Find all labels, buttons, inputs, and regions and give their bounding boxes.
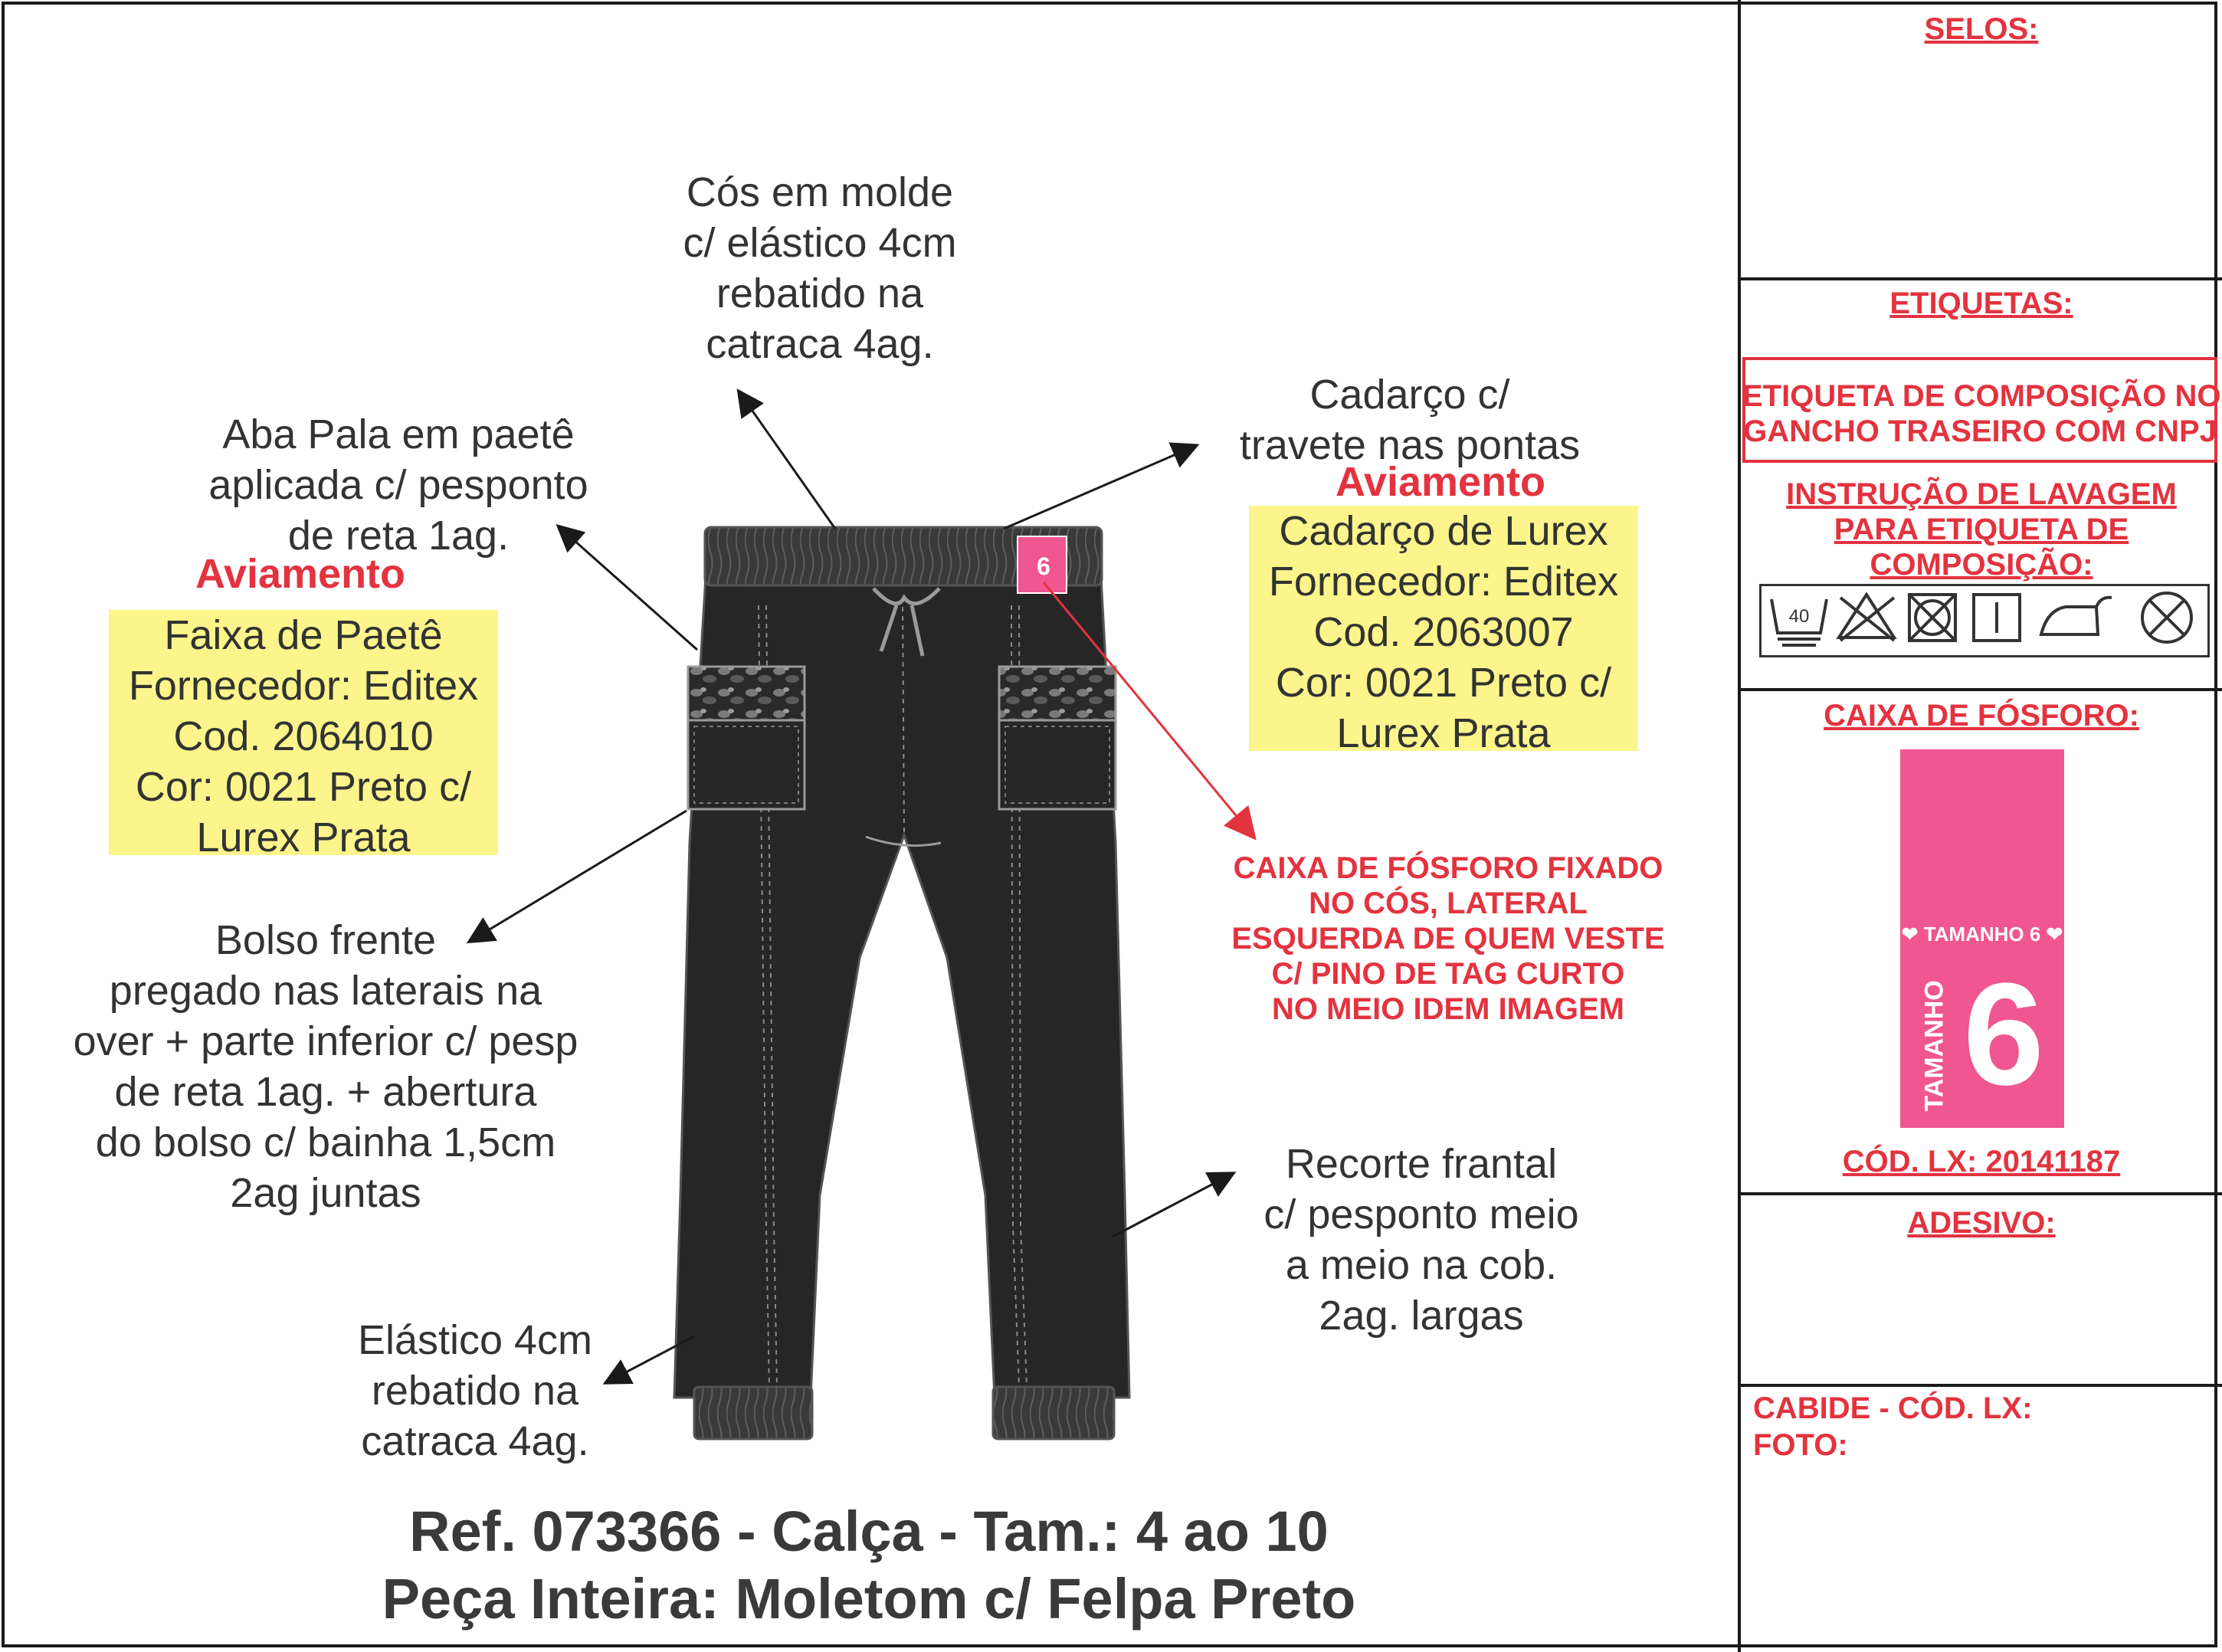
etiquetas-heading: ETIQUETAS: <box>1889 287 2073 320</box>
note-aba-pala: Aba Pala em paetê aplicada c/ pesponto de reta 1ag. <box>208 411 588 559</box>
no-bleach-icon <box>1839 595 1894 641</box>
pocket-left <box>688 667 805 809</box>
section-divider-1 <box>1738 277 2222 280</box>
heart-icon: ❤ <box>2046 923 2063 946</box>
caixa-fosforo-heading: CAIXA DE FÓSFORO: <box>1824 699 2139 733</box>
caixa-note: CAIXA DE FÓSFORO FIXADO NO CÓS, LATERAL ESQUERDA DE QUEM VESTE C/ PINO DE TAG CURTO NO MEIO IDEM IMAGEM <box>1231 851 1665 1026</box>
section-divider-4 <box>1738 1384 2222 1387</box>
leader-cos <box>739 392 835 529</box>
cuff-right <box>993 1387 1114 1439</box>
note-cadarco: Cadarço c/ travete nas pontas <box>1239 372 1581 468</box>
iron-icon <box>2041 598 2112 634</box>
section-divider-2 <box>1738 688 2222 691</box>
aviamento-right-box: Cadarço de Lurex Fornecedor: Editex Cod. 2063007 Cor: 0021 Preto c/ Lurex Prata <box>1249 506 1638 751</box>
tag-number: 6 <box>1963 953 2044 1116</box>
svg-text:6: 6 <box>1037 552 1050 580</box>
leader-cadarco <box>1004 446 1195 529</box>
leader-recorte <box>1113 1174 1232 1237</box>
sidebar-divider <box>1738 0 1741 1652</box>
note-elastico: Elástico 4cm rebatido na catraca 4ag. <box>357 1317 593 1464</box>
cabide-foto-labels: CABIDE - CÓD. LX: FOTO: <box>1753 1391 2033 1462</box>
material-title: Peça Inteira: Moletom c/ Felpa Preto <box>382 1567 1356 1631</box>
no-dry-clean-icon <box>2142 593 2191 642</box>
aviamento-left-box: Faixa de Paetê Fornecedor: Editex Cod. 2064010 Cor: 0021 Preto c/ Lurex Prata <box>109 610 498 855</box>
line-dry-icon <box>1974 595 2020 641</box>
pocket-right <box>999 667 1116 809</box>
aviamento-left-title: Aviamento <box>195 551 406 597</box>
cuff-left <box>694 1387 812 1439</box>
note-recorte: Recorte frantal c/ pesponto meio a meio na cob. 2ag. largas <box>1263 1141 1579 1339</box>
ref-title: Ref. 073366 - Calça - Tam.: 4 ao 10 <box>409 1500 1329 1563</box>
etiqueta-composicao-text: ETIQUETA DE COMPOSIÇÃO NO GANCHO TRASEIRO COM CNPJ <box>1742 379 2221 448</box>
cod-lx-label: CÓD. LX: 20141187 <box>1842 1145 2121 1178</box>
heart-icon: ❤ <box>1901 923 1919 946</box>
section-divider-3 <box>1738 1192 2222 1195</box>
wash-symbols <box>1759 584 2210 657</box>
instrucao-lavagem-heading: INSTRUÇÃO DE LAVAGEM PARA ETIQUETA DE COMPOSIÇÃO: <box>1786 477 2177 582</box>
no-tumble-dry-icon <box>1909 595 1955 641</box>
adesivo-heading: ADESIVO: <box>1907 1206 2056 1240</box>
svg-text:40: 40 <box>1788 606 1810 627</box>
selos-heading: SELOS: <box>1924 12 2039 46</box>
note-bolso: Bolso frente pregado nas laterais na over + parte inferior c/ pesp de reta 1ag. + abertura do bolso c/ bainha 1,5cm 2ag juntas <box>73 917 578 1216</box>
tag-side-label: TAMANHO <box>1919 980 1949 1112</box>
matchbox-tag-card <box>1900 749 2064 1128</box>
note-cos: Cós em molde c/ elástico 4cm rebatido na catraca 4ag. <box>683 169 957 367</box>
tag-top-label: TAMANHO 6 <box>1923 923 2041 946</box>
aviamento-right-title: Aviamento <box>1335 459 1546 505</box>
